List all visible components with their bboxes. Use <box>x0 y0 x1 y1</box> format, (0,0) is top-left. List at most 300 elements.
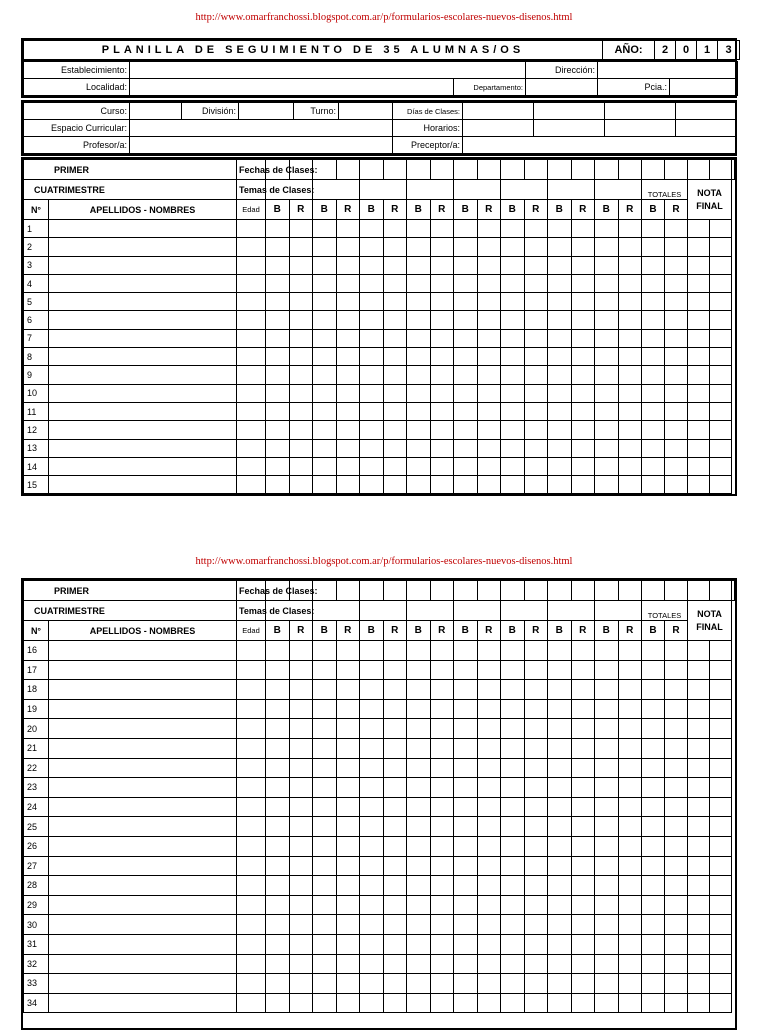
grade-cell[interactable] <box>430 384 454 402</box>
grade-cell[interactable] <box>665 738 688 758</box>
nota-final-cell[interactable] <box>710 421 732 439</box>
nota-final-cell[interactable] <box>688 384 710 402</box>
grade-cell[interactable] <box>289 660 313 680</box>
grade-cell[interactable] <box>642 876 665 896</box>
grade-cell[interactable] <box>524 457 548 475</box>
grade-cell[interactable] <box>336 680 360 700</box>
grade-cell[interactable] <box>407 384 431 402</box>
nota-final-cell[interactable] <box>688 915 710 935</box>
grade-cell[interactable] <box>360 256 384 274</box>
grade-cell[interactable] <box>477 220 501 238</box>
grade-cell[interactable] <box>501 954 525 974</box>
grade-cell[interactable] <box>571 421 595 439</box>
grade-cell[interactable] <box>548 895 572 915</box>
grade-cell[interactable] <box>407 348 431 366</box>
nota-final-cell[interactable] <box>710 680 732 700</box>
grade-cell[interactable] <box>360 876 384 896</box>
grade-cell[interactable] <box>618 238 642 256</box>
grade-cell[interactable] <box>407 311 431 329</box>
grade-cell[interactable] <box>266 974 290 994</box>
student-name-cell[interactable] <box>49 974 237 994</box>
grade-cell[interactable] <box>266 402 290 420</box>
grade-cell[interactable] <box>618 439 642 457</box>
student-name-cell[interactable] <box>49 778 237 798</box>
grade-cell[interactable] <box>595 699 619 719</box>
grade-cell[interactable] <box>501 220 525 238</box>
fecha-cell[interactable] <box>336 581 360 601</box>
grade-cell[interactable] <box>665 660 688 680</box>
grade-cell[interactable] <box>477 238 501 256</box>
grade-cell[interactable] <box>313 738 337 758</box>
edad-cell[interactable] <box>237 856 266 876</box>
grade-cell[interactable] <box>595 238 619 256</box>
tema-cell[interactable] <box>407 601 454 621</box>
grade-cell[interactable] <box>266 476 290 494</box>
grade-cell[interactable] <box>665 274 688 292</box>
student-name-cell[interactable] <box>49 856 237 876</box>
grade-cell[interactable] <box>383 817 407 837</box>
grade-cell[interactable] <box>336 797 360 817</box>
student-name-cell[interactable] <box>49 329 237 347</box>
year-digit[interactable]: 0 <box>676 41 697 60</box>
grade-cell[interactable] <box>548 934 572 954</box>
grade-cell[interactable] <box>407 402 431 420</box>
grade-cell[interactable] <box>665 421 688 439</box>
grade-cell[interactable] <box>383 680 407 700</box>
horarios-field[interactable] <box>463 120 534 137</box>
grade-cell[interactable] <box>430 836 454 856</box>
grade-cell[interactable] <box>571 329 595 347</box>
grade-cell[interactable] <box>595 476 619 494</box>
grade-cell[interactable] <box>383 402 407 420</box>
grade-cell[interactable] <box>618 817 642 837</box>
grade-cell[interactable] <box>454 660 478 680</box>
fecha-cell[interactable] <box>430 581 454 601</box>
student-name-cell[interactable] <box>49 660 237 680</box>
grade-cell[interactable] <box>289 476 313 494</box>
nota-final-cell[interactable] <box>710 402 732 420</box>
grade-cell[interactable] <box>289 836 313 856</box>
grade-cell[interactable] <box>430 778 454 798</box>
grade-cell[interactable] <box>430 993 454 1013</box>
nota-final-cell[interactable] <box>688 778 710 798</box>
grade-cell[interactable] <box>289 915 313 935</box>
grade-cell[interactable] <box>336 876 360 896</box>
nota-final-cell[interactable] <box>688 797 710 817</box>
grade-cell[interactable] <box>524 439 548 457</box>
grade-cell[interactable] <box>595 778 619 798</box>
grade-cell[interactable] <box>595 348 619 366</box>
grade-cell[interactable] <box>407 329 431 347</box>
grade-cell[interactable] <box>266 797 290 817</box>
nota-final-cell[interactable] <box>710 329 732 347</box>
grade-cell[interactable] <box>407 641 431 661</box>
grade-cell[interactable] <box>618 311 642 329</box>
grade-cell[interactable] <box>477 329 501 347</box>
student-name-cell[interactable] <box>49 293 237 311</box>
grade-cell[interactable] <box>595 421 619 439</box>
grade-cell[interactable] <box>289 439 313 457</box>
grade-cell[interactable] <box>360 220 384 238</box>
edad-cell[interactable] <box>237 311 266 329</box>
grade-cell[interactable] <box>313 758 337 778</box>
grade-cell[interactable] <box>360 895 384 915</box>
grade-cell[interactable] <box>501 895 525 915</box>
grade-cell[interactable] <box>360 758 384 778</box>
grade-cell[interactable] <box>477 366 501 384</box>
grade-cell[interactable] <box>313 797 337 817</box>
fecha-cell[interactable] <box>710 581 732 601</box>
fecha-cell[interactable] <box>360 581 384 601</box>
nota-final-cell[interactable] <box>688 699 710 719</box>
grade-cell[interactable] <box>430 402 454 420</box>
grade-cell[interactable] <box>477 954 501 974</box>
grade-cell[interactable] <box>336 348 360 366</box>
grade-cell[interactable] <box>548 238 572 256</box>
nota-final-cell[interactable] <box>688 974 710 994</box>
grade-cell[interactable] <box>642 421 665 439</box>
edad-cell[interactable] <box>237 758 266 778</box>
nota-final-cell[interactable] <box>688 641 710 661</box>
nota-final-cell[interactable] <box>710 274 732 292</box>
grade-cell[interactable] <box>642 680 665 700</box>
grade-cell[interactable] <box>336 817 360 837</box>
grade-cell[interactable] <box>665 797 688 817</box>
grade-cell[interactable] <box>642 934 665 954</box>
grade-cell[interactable] <box>454 421 478 439</box>
grade-cell[interactable] <box>289 256 313 274</box>
grade-cell[interactable] <box>266 778 290 798</box>
grade-cell[interactable] <box>501 993 525 1013</box>
grade-cell[interactable] <box>336 476 360 494</box>
grade-cell[interactable] <box>266 348 290 366</box>
grade-cell[interactable] <box>360 457 384 475</box>
fecha-cell[interactable] <box>383 581 407 601</box>
grade-cell[interactable] <box>477 934 501 954</box>
fecha-cell[interactable] <box>430 160 454 180</box>
grade-cell[interactable] <box>571 974 595 994</box>
grade-cell[interactable] <box>548 439 572 457</box>
grade-cell[interactable] <box>266 660 290 680</box>
grade-cell[interactable] <box>524 954 548 974</box>
grade-cell[interactable] <box>524 421 548 439</box>
grade-cell[interactable] <box>407 876 431 896</box>
edad-cell[interactable] <box>237 220 266 238</box>
grade-cell[interactable] <box>501 817 525 837</box>
grade-cell[interactable] <box>642 311 665 329</box>
grade-cell[interactable] <box>618 738 642 758</box>
grade-cell[interactable] <box>313 256 337 274</box>
grade-cell[interactable] <box>595 915 619 935</box>
grade-cell[interactable] <box>618 329 642 347</box>
grade-cell[interactable] <box>571 758 595 778</box>
grade-cell[interactable] <box>407 457 431 475</box>
grade-cell[interactable] <box>595 817 619 837</box>
student-name-cell[interactable] <box>49 738 237 758</box>
grade-cell[interactable] <box>524 238 548 256</box>
grade-cell[interactable] <box>407 778 431 798</box>
grade-cell[interactable] <box>642 329 665 347</box>
grade-cell[interactable] <box>289 457 313 475</box>
nota-final-cell[interactable] <box>710 457 732 475</box>
grade-cell[interactable] <box>430 256 454 274</box>
grade-cell[interactable] <box>383 274 407 292</box>
edad-cell[interactable] <box>237 797 266 817</box>
year-digit[interactable]: 1 <box>697 41 718 60</box>
grade-cell[interactable] <box>383 993 407 1013</box>
grade-cell[interactable] <box>430 476 454 494</box>
student-name-cell[interactable] <box>49 680 237 700</box>
grade-cell[interactable] <box>501 797 525 817</box>
grade-cell[interactable] <box>289 738 313 758</box>
grade-cell[interactable] <box>360 817 384 837</box>
dias-field[interactable] <box>463 103 534 120</box>
grade-cell[interactable] <box>336 311 360 329</box>
grade-cell[interactable] <box>618 993 642 1013</box>
nota-final-cell[interactable] <box>688 895 710 915</box>
grade-cell[interactable] <box>430 856 454 876</box>
grade-cell[interactable] <box>571 311 595 329</box>
grade-cell[interactable] <box>595 384 619 402</box>
grade-cell[interactable] <box>595 876 619 896</box>
grade-cell[interactable] <box>407 476 431 494</box>
grade-cell[interactable] <box>548 311 572 329</box>
grade-cell[interactable] <box>454 974 478 994</box>
nota-final-cell[interactable] <box>688 934 710 954</box>
grade-cell[interactable] <box>383 797 407 817</box>
grade-cell[interactable] <box>501 366 525 384</box>
horarios-field[interactable] <box>605 120 676 137</box>
grade-cell[interactable] <box>595 366 619 384</box>
grade-cell[interactable] <box>595 719 619 739</box>
grade-cell[interactable] <box>665 699 688 719</box>
grade-cell[interactable] <box>407 738 431 758</box>
grade-cell[interactable] <box>383 856 407 876</box>
grade-cell[interactable] <box>407 293 431 311</box>
grade-cell[interactable] <box>407 934 431 954</box>
nota-final-cell[interactable] <box>688 993 710 1013</box>
grade-cell[interactable] <box>430 758 454 778</box>
grade-cell[interactable] <box>407 856 431 876</box>
grade-cell[interactable] <box>477 993 501 1013</box>
grade-cell[interactable] <box>642 457 665 475</box>
nota-final-cell[interactable] <box>688 311 710 329</box>
grade-cell[interactable] <box>595 311 619 329</box>
grade-cell[interactable] <box>336 457 360 475</box>
grade-cell[interactable] <box>571 402 595 420</box>
edad-cell[interactable] <box>237 402 266 420</box>
grade-cell[interactable] <box>548 293 572 311</box>
grade-cell[interactable] <box>524 699 548 719</box>
grade-cell[interactable] <box>313 220 337 238</box>
grade-cell[interactable] <box>266 238 290 256</box>
grade-cell[interactable] <box>336 699 360 719</box>
grade-cell[interactable] <box>360 402 384 420</box>
grade-cell[interactable] <box>289 238 313 256</box>
grade-cell[interactable] <box>548 797 572 817</box>
grade-cell[interactable] <box>407 797 431 817</box>
grade-cell[interactable] <box>548 476 572 494</box>
edad-cell[interactable] <box>237 238 266 256</box>
grade-cell[interactable] <box>524 778 548 798</box>
grade-cell[interactable] <box>477 311 501 329</box>
grade-cell[interactable] <box>524 476 548 494</box>
grade-cell[interactable] <box>595 836 619 856</box>
grade-cell[interactable] <box>289 817 313 837</box>
grade-cell[interactable] <box>665 476 688 494</box>
grade-cell[interactable] <box>618 836 642 856</box>
grade-cell[interactable] <box>501 778 525 798</box>
grade-cell[interactable] <box>618 476 642 494</box>
student-name-cell[interactable] <box>49 758 237 778</box>
grade-cell[interactable] <box>383 439 407 457</box>
tema-cell[interactable] <box>360 180 407 200</box>
fecha-cell[interactable] <box>477 581 501 601</box>
grade-cell[interactable] <box>430 311 454 329</box>
grade-cell[interactable] <box>595 993 619 1013</box>
student-name-cell[interactable] <box>49 915 237 935</box>
nota-final-cell[interactable] <box>710 439 732 457</box>
grade-cell[interactable] <box>501 660 525 680</box>
grade-cell[interactable] <box>313 876 337 896</box>
grade-cell[interactable] <box>595 293 619 311</box>
grade-cell[interactable] <box>454 758 478 778</box>
grade-cell[interactable] <box>501 402 525 420</box>
grade-cell[interactable] <box>501 457 525 475</box>
grade-cell[interactable] <box>548 274 572 292</box>
grade-cell[interactable] <box>313 699 337 719</box>
grade-cell[interactable] <box>524 738 548 758</box>
grade-cell[interactable] <box>548 915 572 935</box>
grade-cell[interactable] <box>454 954 478 974</box>
grade-cell[interactable] <box>524 836 548 856</box>
grade-cell[interactable] <box>454 719 478 739</box>
grade-cell[interactable] <box>454 738 478 758</box>
fecha-cell[interactable] <box>548 581 572 601</box>
grade-cell[interactable] <box>524 895 548 915</box>
grade-cell[interactable] <box>524 293 548 311</box>
grade-cell[interactable] <box>360 680 384 700</box>
edad-cell[interactable] <box>237 876 266 896</box>
grade-cell[interactable] <box>571 256 595 274</box>
grade-cell[interactable] <box>571 457 595 475</box>
student-name-cell[interactable] <box>49 817 237 837</box>
grade-cell[interactable] <box>501 476 525 494</box>
grade-cell[interactable] <box>289 934 313 954</box>
grade-cell[interactable] <box>266 220 290 238</box>
nota-final-cell[interactable] <box>688 366 710 384</box>
nota-final-cell[interactable] <box>710 817 732 837</box>
grade-cell[interactable] <box>454 402 478 420</box>
grade-cell[interactable] <box>407 895 431 915</box>
fecha-cell[interactable] <box>477 160 501 180</box>
grade-cell[interactable] <box>501 699 525 719</box>
grade-cell[interactable] <box>595 934 619 954</box>
grade-cell[interactable] <box>289 329 313 347</box>
grade-cell[interactable] <box>336 993 360 1013</box>
nota-final-cell[interactable] <box>710 738 732 758</box>
grade-cell[interactable] <box>642 402 665 420</box>
grade-cell[interactable] <box>665 641 688 661</box>
nota-final-cell[interactable] <box>688 238 710 256</box>
grade-cell[interactable] <box>360 660 384 680</box>
nota-final-cell[interactable] <box>710 856 732 876</box>
grade-cell[interactable] <box>477 439 501 457</box>
grade-cell[interactable] <box>524 758 548 778</box>
grade-cell[interactable] <box>360 856 384 876</box>
grade-cell[interactable] <box>477 641 501 661</box>
grade-cell[interactable] <box>501 439 525 457</box>
grade-cell[interactable] <box>430 895 454 915</box>
grade-cell[interactable] <box>618 660 642 680</box>
tema-cell[interactable] <box>360 601 407 621</box>
grade-cell[interactable] <box>524 915 548 935</box>
grade-cell[interactable] <box>430 641 454 661</box>
grade-cell[interactable] <box>266 680 290 700</box>
grade-cell[interactable] <box>571 876 595 896</box>
direccion-field[interactable] <box>598 62 738 79</box>
grade-cell[interactable] <box>336 366 360 384</box>
grade-cell[interactable] <box>477 699 501 719</box>
nota-final-cell[interactable] <box>710 293 732 311</box>
grade-cell[interactable] <box>407 954 431 974</box>
grade-cell[interactable] <box>501 311 525 329</box>
grade-cell[interactable] <box>454 915 478 935</box>
grade-cell[interactable] <box>313 402 337 420</box>
grade-cell[interactable] <box>430 660 454 680</box>
establecimiento-field[interactable] <box>130 62 526 79</box>
fecha-cell[interactable] <box>595 160 619 180</box>
grade-cell[interactable] <box>289 856 313 876</box>
grade-cell[interactable] <box>571 915 595 935</box>
grade-cell[interactable] <box>383 641 407 661</box>
grade-cell[interactable] <box>477 778 501 798</box>
grade-cell[interactable] <box>524 856 548 876</box>
grade-cell[interactable] <box>430 719 454 739</box>
nota-final-cell[interactable] <box>688 220 710 238</box>
grade-cell[interactable] <box>336 778 360 798</box>
division-field[interactable] <box>239 103 294 120</box>
grade-cell[interactable] <box>595 274 619 292</box>
grade-cell[interactable] <box>665 366 688 384</box>
nota-final-cell[interactable] <box>710 719 732 739</box>
student-name-cell[interactable] <box>49 876 237 896</box>
grade-cell[interactable] <box>336 719 360 739</box>
grade-cell[interactable] <box>642 719 665 739</box>
edad-cell[interactable] <box>237 738 266 758</box>
grade-cell[interactable] <box>595 641 619 661</box>
grade-cell[interactable] <box>524 934 548 954</box>
grade-cell[interactable] <box>336 293 360 311</box>
grade-cell[interactable] <box>407 817 431 837</box>
grade-cell[interactable] <box>407 439 431 457</box>
preceptor-field[interactable] <box>463 137 736 154</box>
nota-final-cell[interactable] <box>688 738 710 758</box>
grade-cell[interactable] <box>642 220 665 238</box>
grade-cell[interactable] <box>477 758 501 778</box>
grade-cell[interactable] <box>454 220 478 238</box>
grade-cell[interactable] <box>548 817 572 837</box>
nota-final-cell[interactable] <box>710 895 732 915</box>
grade-cell[interactable] <box>595 856 619 876</box>
grade-cell[interactable] <box>289 421 313 439</box>
nota-final-cell[interactable] <box>710 366 732 384</box>
grade-cell[interactable] <box>360 238 384 256</box>
grade-cell[interactable] <box>336 329 360 347</box>
grade-cell[interactable] <box>289 758 313 778</box>
grade-cell[interactable] <box>336 954 360 974</box>
student-name-cell[interactable] <box>49 220 237 238</box>
